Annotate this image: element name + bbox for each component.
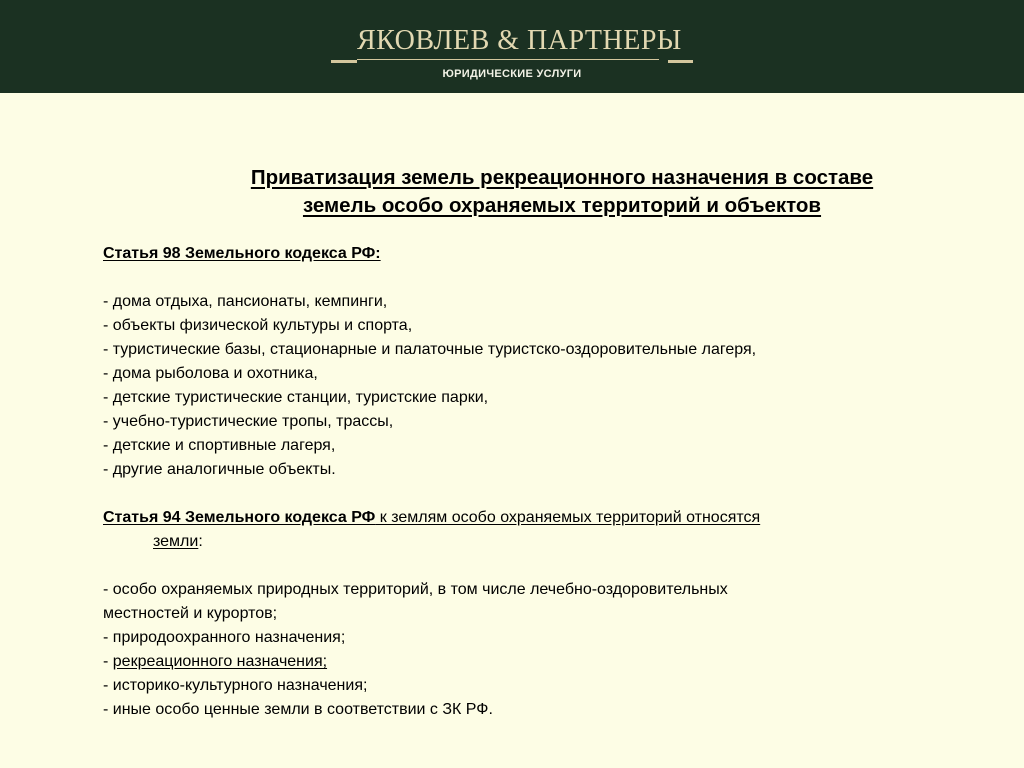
article94-intro-text: к землям особо охраняемых территорий относятся	[375, 509, 761, 526]
tagline: ЮРИДИЧЕСКИЕ УСЛУГИ	[442, 68, 582, 80]
article94-item: - иные особо ценные земли в соответствии с ЗК РФ.	[103, 701, 493, 718]
article98-item: - дома отдыха, пансионаты, кемпинги,	[103, 293, 388, 310]
article94-intro-continuation	[103, 530, 983, 554]
slide-title-line-2: земель особо охраняемых территорий и объектов	[302, 194, 822, 217]
slide-title	[150, 164, 974, 220]
article94-item: - особо охраняемых природных территорий, в том числе лечебно-оздоровительных	[103, 581, 728, 598]
slide-title-line-1: Приватизация земель рекреационного назначения в составе	[250, 166, 874, 189]
article94-item: - историко-культурного назначения;	[103, 677, 368, 694]
company-logo	[0, 22, 1024, 70]
spacer	[103, 482, 983, 506]
logo-text: ЯКОВЛЕВ & ПАРТНЕРЫ	[357, 25, 682, 56]
article94-heading: Статья 94 Земельного кодекса РФ	[103, 509, 376, 526]
header-bar	[0, 0, 1024, 93]
article94-intro	[103, 506, 983, 530]
article94-intro-lands: земли	[153, 533, 199, 550]
logo-rule-right	[668, 60, 693, 63]
recreational-purpose-text: рекреационного назначения;	[112, 653, 328, 670]
article98-item: - учебно-туристические тропы, трассы,	[103, 413, 394, 430]
article98-item: - дома рыболова и охотника,	[103, 365, 318, 382]
article94-item-continuation: местностей и курортов;	[103, 605, 278, 622]
article98-item: - детские и спортивные лагеря,	[103, 437, 336, 454]
slide-body	[103, 242, 983, 722]
article98-item: - объекты физической культуры и спорта,	[103, 317, 413, 334]
article94-intro-colon: :	[198, 533, 203, 550]
article98-item: - другие аналогичные объекты.	[103, 461, 336, 478]
item-dash: -	[103, 653, 113, 670]
article94-item: - природоохранного назначения;	[103, 629, 346, 646]
article98-heading: Статья 98 Земельного кодекса РФ:	[103, 245, 381, 262]
spacer	[103, 554, 983, 578]
article94-item-recreational	[103, 650, 983, 674]
logo-rule-center	[357, 59, 659, 60]
spacer	[103, 266, 983, 290]
article98-item: - детские туристические станции, туристские парки,	[103, 389, 489, 406]
logo-rule-left	[331, 60, 357, 63]
article98-item: - туристические базы, стационарные и палаточные туристско-оздоровительные лагеря,	[103, 341, 757, 358]
